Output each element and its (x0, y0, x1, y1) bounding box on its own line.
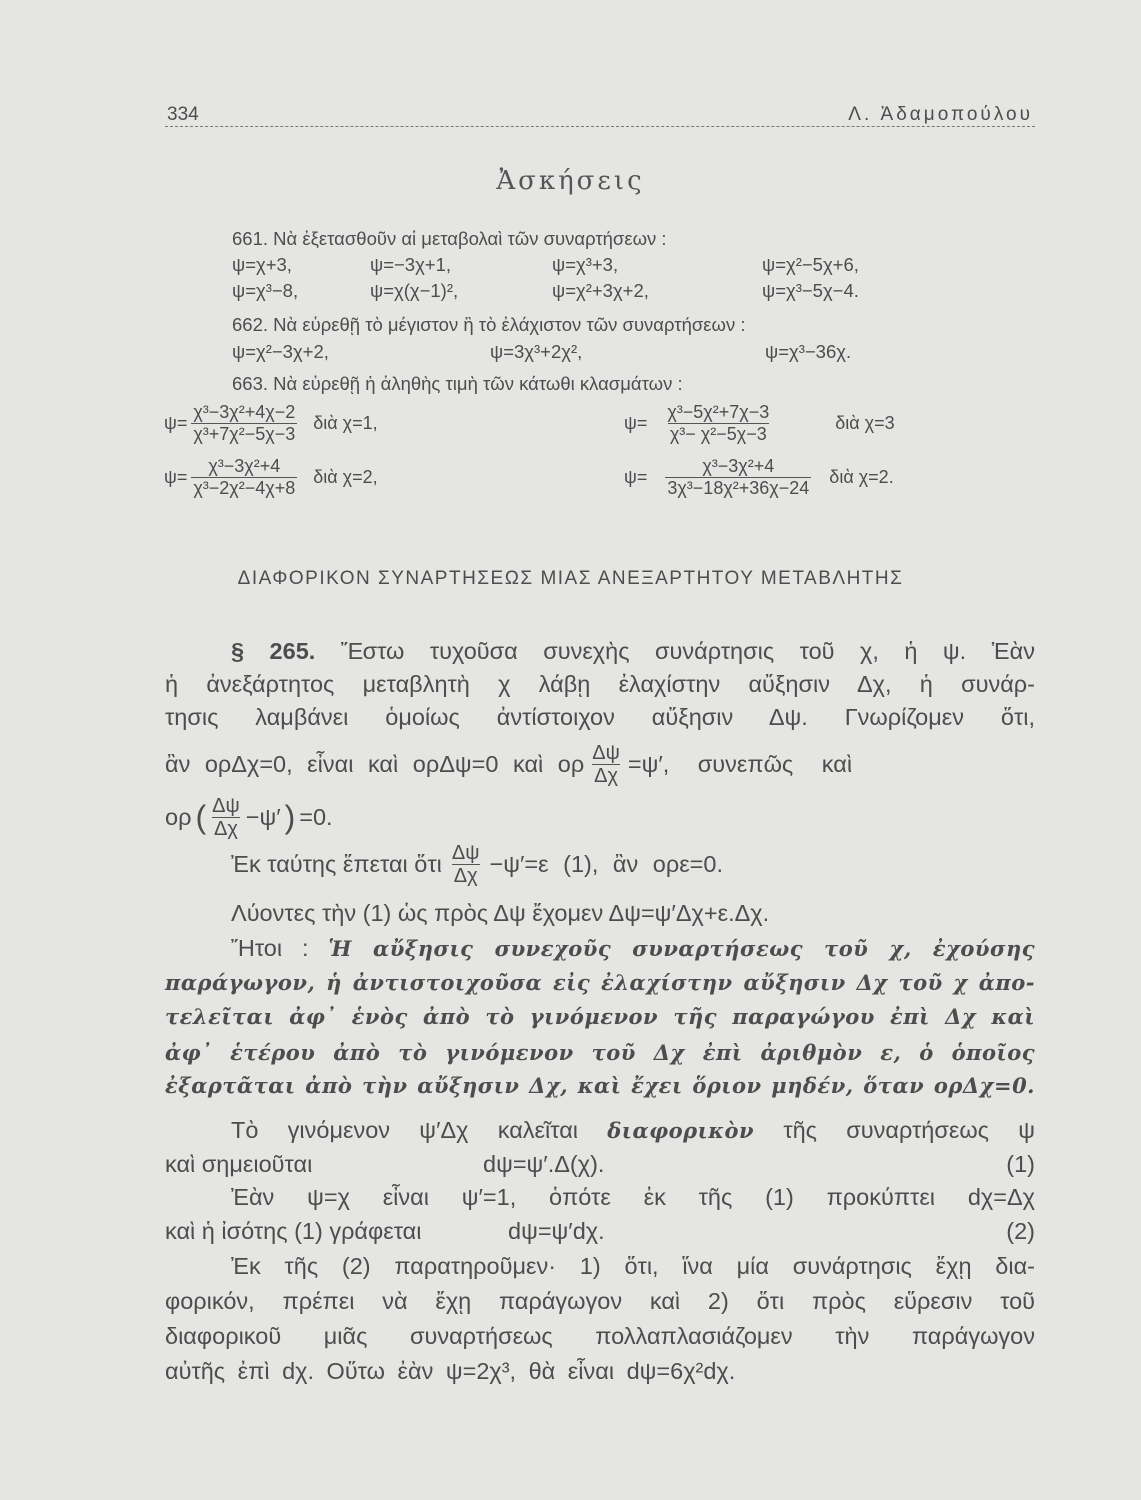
exercise-663-label: 663. Νὰ εὑρεθῇ ἡ ἀληθὴς τιμὴ τῶν κάτωθι κλασμάτων : (232, 373, 683, 394)
text-line (165, 935, 1035, 962)
text-line (165, 842, 1035, 887)
equation-number: (1) (1006, 1151, 1035, 1177)
header-rule (165, 126, 1035, 127)
text-line: διαφορικοῦ μιᾶς συναρτήσεως πολλαπλασιάζομεν τὴν παράγωγον (165, 1323, 1035, 1349)
text-line: Λύοντες τὴν (1) ὡς πρὸς Δψ ἔχομεν Δψ=ψ′Δχ+ε.Δχ. (231, 900, 770, 926)
text: Ἔστω τυχοῦσα συνεχὴς συνάρτησις τοῦ χ, ἡ ψ. Ἐὰν (340, 638, 1035, 664)
psi-eq: ψ= (624, 413, 648, 433)
text: Ἡ αὔξησις συνεχοῦς συναρτήσεως τοῦ χ, ἐχούσης (328, 936, 1036, 961)
psi-eq: ψ= (624, 467, 648, 487)
exercise-662-label: 662. Νὰ εὑρεθῇ τὸ μέγιστον ἢ τὸ ἐλάχιστον τῶν συναρτήσεων : (232, 314, 746, 335)
condition: διὰ χ=3 (835, 413, 895, 433)
eq: ψ=χ³−8, (232, 280, 299, 301)
numerator: Δψ (451, 842, 480, 864)
text-line: τησις λαμβάνει ὁμοίως ἀντίστοιχον αὔξησιν Δψ. Γνωρίζομεν ὅτι, (165, 704, 1035, 730)
condition: διὰ χ=1, (313, 413, 378, 433)
text-line (165, 742, 1035, 787)
denominator: χ³−2χ²−4χ+8 (193, 478, 296, 498)
eq: ψ=χ²−3χ+2, (232, 341, 329, 362)
eq: ψ=χ+3, (232, 254, 292, 275)
eq: ψ=χ³−36χ. (765, 341, 852, 362)
fraction-exercise (164, 456, 378, 499)
text-line: ορ ( $\frac{\Delta\psi}{\Delta\chi}$ −ψ′ ) =0. (165, 795, 333, 840)
exercise-661-label: 661. Νὰ ἐξετασθοῦν αἱ μεταβολαὶ τῶν συναρτήσεων : (232, 228, 667, 249)
text-line: φορικόν, πρέπει νὰ ἔχῃ παράγωγον καὶ 2) ὅτι πρὸς εὕρεσιν τοῦ (165, 1288, 1035, 1314)
running-title: Λ. Ἀδαμοπούλου (848, 104, 1033, 125)
section-heading: ΔΙΑΦΟΡΙΚΟΝ ΣΥΝΑΡΤΗΣΕΩΣ ΜΙΑΣ ΑΝΕΞΑΡΤΗΤΟΥ ΜΕΤΑΒΛΗΤΗΣ (237, 568, 904, 589)
text-line (165, 1218, 1035, 1245)
text: =ψ′, συνεπῶς καὶ (627, 751, 853, 777)
denominator: Δχ (453, 865, 478, 887)
eq: ψ=χ(χ−1)², (370, 280, 459, 301)
formula: dψ=ψ′dχ. (508, 1218, 605, 1244)
eq: ψ=χ³−5χ−4. (762, 280, 859, 301)
text-line (165, 1117, 1035, 1144)
denominator: Δχ (213, 818, 238, 840)
text: καὶ σημειοῦται (165, 1151, 313, 1177)
text-line: ἐξαρτᾶται ἀπὸ τὴν αὔξησιν Δχ, καὶ ἔχει ὅριον μηδέν, ὅταν ορΔχ=0. (165, 1073, 1035, 1098)
text: −ψ′=ε (1), ἂν ορε=0. (489, 851, 723, 877)
numerator: χ³−3χ²+4 (702, 456, 775, 476)
text: =0. (299, 804, 333, 830)
fraction-exercise (624, 402, 895, 445)
psi-eq: ψ= (164, 467, 188, 487)
text: διαφορικὸν (607, 1118, 755, 1143)
text: Ἐκ ταύτης ἕπεται ὅτι (231, 851, 442, 877)
text-line: ἀφ᾽ ἑτέρου ἀπὸ τὸ γινόμενον τοῦ Δχ ἐπὶ ἀριθμὸν ε, ὁ ὁποῖος (165, 1040, 1035, 1065)
text: Ἤτοι : (231, 935, 309, 961)
fraction-exercise (624, 456, 894, 499)
equation-number: (2) (1006, 1218, 1035, 1244)
formula: dψ=ψ′.Δ(χ). (483, 1151, 605, 1177)
numerator: χ³−3χ²+4χ−2 (193, 402, 296, 422)
numerator: Δψ (212, 795, 240, 817)
text: καὶ ἡ ἰσότης (1) γράφεται (165, 1218, 422, 1244)
denominator: Δχ (594, 765, 618, 787)
denominator: 3χ³−18χ²+36χ−24 (667, 478, 810, 498)
text: τῆς συναρτήσεως ψ (783, 1117, 1036, 1143)
eq: ψ=−3χ+1, (370, 254, 452, 275)
eq: ψ=χ²+3χ+2, (552, 280, 649, 301)
text: Τὸ γινόμενον ψ′Δχ καλεῖται (231, 1117, 579, 1143)
text-line (165, 638, 1035, 665)
numerator: χ³−3χ²+4 (208, 456, 281, 476)
eq: ψ=χ²−5χ+6, (762, 254, 859, 275)
eq: ψ=3χ³+2χ², (490, 341, 583, 362)
text: ορ (165, 804, 192, 830)
text: ἂν ορΔχ=0, εἶναι καὶ ορΔψ=0 καὶ ορ (165, 751, 585, 777)
denominator: χ³+7χ²−5χ−3 (193, 424, 296, 444)
fraction-exercise (164, 402, 378, 445)
numerator: Δψ (592, 742, 620, 764)
numerator: χ³−5χ²+7χ−3 (667, 402, 770, 422)
denominator: χ³− χ²−5χ−3 (669, 424, 767, 444)
text-line (165, 1151, 1035, 1178)
page-number: 334 (167, 104, 199, 125)
text: −ψ′ (245, 804, 281, 830)
text-line: παράγωγον, ἡ ἀντιστοιχοῦσα εἰς ἐλαχίστην αὔξησιν Δχ τοῦ χ ἀπο- (165, 970, 1035, 995)
text-line: Ἐκ τῆς (2) παρατηροῦμεν· 1) ὅτι, ἵνα μία συνάρτησις ἔχῃ δια- (231, 1253, 1035, 1279)
eq: ψ=χ³+3, (552, 254, 619, 275)
section-number: § 265. (231, 638, 316, 664)
condition: διὰ χ=2, (313, 467, 378, 487)
text-line: Ἐὰν ψ=χ εἶναι ψ′=1, ὁπότε ἐκ τῆς (1) προκύπτει dχ=Δχ (231, 1184, 1035, 1210)
psi-eq: ψ= (164, 413, 188, 433)
condition: διὰ χ=2. (829, 467, 894, 487)
text-line: ἡ ἀνεξάρτητος μεταβλητὴ χ λάβῃ ἐλαχίστην αὔξησιν Δχ, ἡ συνάρ- (165, 671, 1035, 697)
text-line: τελεῖται ἀφ᾽ ἑνὸς ἀπὸ τὸ γινόμενον τῆς παραγώγου ἐπὶ Δχ καὶ (165, 1004, 1035, 1029)
exercises-title: Ἀσκήσεις (496, 166, 645, 196)
text-line: αὐτῆς ἐπὶ dχ. Οὕτω ἐὰν ψ=2χ³, θὰ εἶναι dψ=6χ²dχ. (165, 1358, 736, 1384)
